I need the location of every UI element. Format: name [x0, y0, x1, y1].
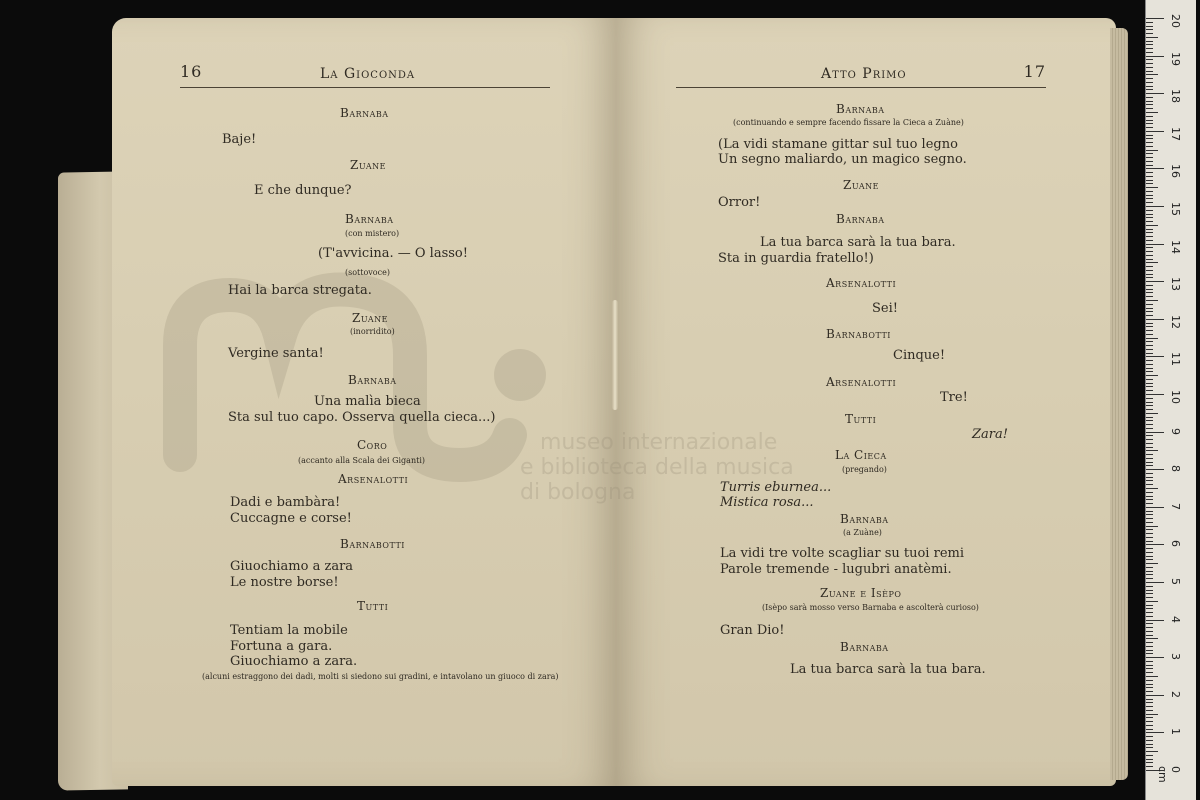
- stage-direction: (con mistero): [345, 229, 400, 238]
- ruler-tick: [1146, 59, 1153, 60]
- ruler-tick: [1146, 89, 1153, 90]
- text-line: Orror!: [718, 195, 761, 210]
- ruler-tick: [1146, 473, 1153, 474]
- ruler-tick: [1146, 544, 1164, 545]
- ruler-tick: [1146, 172, 1153, 173]
- ruler-tick: [1146, 405, 1153, 406]
- ruler-tick: [1146, 541, 1153, 542]
- stage-direction: (inorridito): [350, 327, 395, 336]
- text-line-italic: Zara!: [972, 427, 1008, 442]
- ruler-tick: [1146, 751, 1158, 752]
- ruler-tick: [1146, 71, 1153, 72]
- ruler-tick: [1146, 503, 1153, 504]
- ruler-tick: [1146, 578, 1153, 579]
- speaker-name: Coro: [357, 438, 388, 452]
- ruler-tick: [1146, 259, 1153, 260]
- ruler-tick: [1146, 492, 1153, 493]
- stage-direction: (continuando e sempre facendo fissare la Cieca a Zuàne): [733, 118, 964, 127]
- ruler-tick: [1146, 514, 1153, 515]
- text-line: (La vidi stamane gittar sul tuo legno: [718, 137, 958, 152]
- stage-direction: (alcuni estraggono dei dadi, molti si siedono sui gradini, e intavolano un giuoco di zara): [202, 672, 559, 681]
- speaker-name: La Cieca: [835, 448, 887, 462]
- ruler-tick: [1146, 153, 1153, 154]
- text-line: Giuochiamo a zara.: [230, 654, 358, 669]
- ruler-tick: [1146, 183, 1153, 184]
- ruler-tick: [1146, 533, 1153, 534]
- ruler-tick: [1146, 672, 1153, 673]
- text-line: Cinque!: [893, 348, 946, 363]
- ruler-tick: [1146, 191, 1153, 192]
- ruler-tick: [1146, 398, 1153, 399]
- ruler-tick: [1146, 496, 1153, 497]
- ruler-label: 4: [1169, 615, 1182, 623]
- ruler-tick: [1146, 646, 1153, 647]
- ruler-tick: [1146, 300, 1158, 301]
- speaker-name: Tutti: [357, 599, 389, 613]
- measurement-ruler: [1145, 0, 1196, 800]
- ruler-tick: [1146, 44, 1153, 45]
- ruler-tick: [1146, 631, 1153, 632]
- ruler-tick: [1146, 684, 1153, 685]
- ruler-tick: [1146, 582, 1164, 583]
- ruler-tick: [1146, 567, 1153, 568]
- ruler-label: 2: [1169, 690, 1182, 698]
- ruler-label: 1: [1169, 728, 1182, 736]
- ruler-tick: [1146, 447, 1153, 448]
- ruler-tick: [1146, 616, 1153, 617]
- ruler-tick: [1146, 364, 1153, 365]
- ruler-tick: [1146, 86, 1153, 87]
- ruler-tick: [1146, 424, 1153, 425]
- text-line: (T'avvicina. — O lasso!: [318, 246, 468, 261]
- ruler-tick: [1146, 63, 1153, 64]
- speaker-name: Barnaba: [345, 212, 394, 226]
- ruler-label: 8: [1169, 465, 1182, 473]
- ruler-tick: [1146, 443, 1153, 444]
- ruler-tick: [1146, 526, 1158, 527]
- ruler-tick: [1146, 725, 1153, 726]
- text-line: Sta sul tuo capo. Osserva quella cieca...): [228, 410, 496, 425]
- text-line-italic: Turris eburnea...: [720, 480, 832, 495]
- ruler-tick: [1146, 593, 1153, 594]
- ruler-tick: [1146, 680, 1153, 681]
- text-line: Fortuna a gara.: [230, 639, 333, 654]
- ruler-tick: [1146, 150, 1158, 151]
- ruler-tick: [1146, 247, 1153, 248]
- ruler-tick: [1146, 345, 1153, 346]
- speaker-name: Zuane: [843, 178, 879, 192]
- ruler-tick: [1146, 52, 1153, 53]
- page-number: 16: [180, 62, 203, 81]
- ruler-tick: [1146, 127, 1153, 128]
- speaker-name: Barnaba: [836, 102, 885, 116]
- running-title: La Gioconda: [320, 66, 416, 82]
- ruler-tick: [1146, 221, 1153, 222]
- ruler-tick: [1146, 74, 1158, 75]
- ruler-tick: [1146, 714, 1158, 715]
- ruler-tick: [1146, 225, 1158, 226]
- speaker-name: Arsenalotti: [826, 276, 897, 290]
- ruler-tick: [1146, 642, 1153, 643]
- ruler-label: 18: [1169, 89, 1182, 104]
- ruler-tick: [1146, 484, 1153, 485]
- text-line: Dadi e bambàra!: [230, 495, 341, 510]
- ruler-tick: [1146, 266, 1153, 267]
- text-line: Sta in guardia fratello!): [718, 251, 874, 266]
- ruler-tick: [1146, 518, 1153, 519]
- ruler-tick: [1146, 390, 1153, 391]
- ruler-tick: [1146, 26, 1153, 27]
- ruler-tick: [1146, 687, 1153, 688]
- ruler-tick: [1146, 353, 1153, 354]
- ruler-tick: [1146, 281, 1164, 282]
- ruler-tick: [1146, 112, 1158, 113]
- ruler-tick: [1146, 601, 1158, 602]
- ruler-tick: [1146, 759, 1153, 760]
- ruler-tick: [1146, 379, 1153, 380]
- ruler-tick: [1146, 721, 1153, 722]
- ruler-tick: [1146, 428, 1153, 429]
- speaker-name: Zuane: [352, 311, 388, 325]
- ruler-tick: [1146, 469, 1164, 470]
- ruler-tick: [1146, 537, 1153, 538]
- ruler-tick: [1146, 326, 1153, 327]
- ruler-label: 3: [1169, 653, 1182, 661]
- ruler-tick: [1146, 29, 1153, 30]
- ruler-tick: [1146, 635, 1153, 636]
- speaker-name: Arsenalotti: [826, 375, 897, 389]
- ruler-tick: [1146, 78, 1153, 79]
- stage-direction: (accanto alla Scala dei Giganti): [298, 456, 425, 465]
- running-title: Atto Primo: [821, 66, 907, 82]
- speaker-name: Zuane: [350, 158, 386, 172]
- ruler-tick: [1146, 176, 1153, 177]
- ruler-tick: [1146, 409, 1153, 410]
- stage-direction: (sottovoce): [345, 268, 390, 277]
- ruler-tick: [1146, 244, 1164, 245]
- ruler-tick: [1146, 657, 1164, 658]
- text-line: Gran Dio!: [720, 623, 785, 638]
- ruler-tick: [1146, 161, 1153, 162]
- ruler-tick: [1146, 623, 1153, 624]
- ruler-tick: [1146, 180, 1153, 181]
- ruler-tick: [1146, 274, 1153, 275]
- speaker-name: Barnaba: [840, 512, 889, 526]
- ruler-tick: [1146, 292, 1153, 293]
- ruler-tick: [1146, 131, 1164, 132]
- speaker-name: Zuane e Isèpo: [820, 586, 902, 600]
- ruler-tick: [1146, 552, 1153, 553]
- ruler-tick: [1146, 608, 1153, 609]
- ruler-tick: [1146, 135, 1153, 136]
- ruler-tick: [1146, 198, 1153, 199]
- ruler-tick: [1146, 375, 1158, 376]
- ruler-tick: [1146, 488, 1158, 489]
- ruler-tick: [1146, 217, 1153, 218]
- ruler-tick: [1146, 240, 1153, 241]
- stage-direction: (pregando): [842, 465, 887, 474]
- watermark-line-3: di bologna: [520, 480, 636, 505]
- ruler-tick: [1146, 330, 1153, 331]
- ruler-label: 9: [1169, 427, 1182, 435]
- ruler-tick: [1146, 699, 1153, 700]
- ruler-tick: [1146, 48, 1153, 49]
- ruler-tick: [1146, 323, 1153, 324]
- text-line: Cuccagne e corse!: [230, 511, 352, 526]
- ruler-label: 20: [1169, 14, 1182, 28]
- ruler-tick: [1146, 420, 1153, 421]
- ruler-tick: [1146, 210, 1153, 211]
- text-line: Parole tremende - lugubri anatèmi.: [720, 562, 952, 577]
- ruler-tick: [1146, 93, 1164, 94]
- ruler-tick: [1146, 356, 1164, 357]
- ruler-tick: [1146, 465, 1153, 466]
- ruler-tick: [1146, 349, 1153, 350]
- ruler-tick: [1146, 499, 1153, 500]
- stage-direction: (Isèpo sarà mosso verso Barnaba e ascolterà curioso): [762, 603, 979, 612]
- ruler-tick: [1146, 334, 1153, 335]
- text-line: Tre!: [940, 390, 968, 405]
- ruler-tick: [1146, 338, 1158, 339]
- speaker-name: Barnaba: [348, 373, 397, 387]
- ruler-tick: [1146, 214, 1153, 215]
- ruler-label: 17: [1169, 126, 1182, 141]
- ruler-tick: [1146, 289, 1153, 290]
- ruler-tick: [1146, 285, 1153, 286]
- ruler-tick: [1146, 766, 1153, 767]
- ruler-tick: [1146, 270, 1153, 271]
- ruler-tick: [1146, 559, 1153, 560]
- ruler-tick: [1146, 661, 1153, 662]
- ruler-tick: [1146, 206, 1164, 207]
- ruler-tick: [1146, 67, 1153, 68]
- text-line: Vergine santa!: [228, 346, 324, 361]
- ruler-tick: [1146, 341, 1153, 342]
- ruler-tick: [1146, 706, 1153, 707]
- speaker-name: Barnaba: [840, 640, 889, 654]
- speaker-name: Barnabotti: [826, 327, 891, 341]
- ruler-tick: [1146, 413, 1158, 414]
- ruler-label: 12: [1169, 314, 1182, 329]
- ruler-tick: [1146, 480, 1153, 481]
- speaker-name: Barnaba: [836, 212, 885, 226]
- ruler-tick: [1146, 104, 1153, 105]
- ruler-tick: [1146, 762, 1153, 763]
- speaker-name: Arsenalotti: [338, 472, 409, 486]
- right-running-head: [676, 60, 1046, 88]
- text-line: La tua barca sarà la tua bara.: [760, 235, 956, 250]
- ruler-tick: [1146, 590, 1153, 591]
- ruler-tick: [1146, 732, 1164, 733]
- ruler-tick: [1146, 187, 1158, 188]
- text-line: Baje!: [222, 132, 257, 147]
- ruler-tick: [1146, 116, 1153, 117]
- ruler-tick: [1146, 736, 1153, 737]
- ruler-tick: [1146, 394, 1164, 395]
- ruler-tick: [1146, 597, 1153, 598]
- ruler-tick: [1146, 120, 1153, 121]
- left-running-head: [180, 60, 550, 88]
- ruler-tick: [1146, 612, 1153, 613]
- ruler-label: 14: [1169, 239, 1182, 254]
- ruler-tick: [1146, 108, 1153, 109]
- ruler-tick: [1146, 146, 1153, 147]
- ruler-tick: [1146, 251, 1153, 252]
- ruler-label: 16: [1169, 164, 1182, 179]
- ruler-tick: [1146, 638, 1158, 639]
- ruler-tick: [1146, 262, 1158, 263]
- speaker-name: Barnabotti: [340, 537, 405, 551]
- ruler-tick: [1146, 33, 1153, 34]
- ruler-tick: [1146, 586, 1153, 587]
- ruler-tick: [1146, 740, 1153, 741]
- ruler-label: 13: [1169, 277, 1182, 292]
- watermark-line-1: museo internazionale: [540, 430, 778, 455]
- ruler-tick: [1146, 665, 1153, 666]
- text-line: Sei!: [872, 301, 898, 316]
- ruler-tick: [1146, 232, 1153, 233]
- ruler-tick: [1146, 458, 1153, 459]
- ruler-tick: [1146, 507, 1164, 508]
- ruler-tick: [1146, 462, 1153, 463]
- ruler-label: 7: [1169, 502, 1182, 510]
- ruler-label: 0 cm: [1156, 766, 1182, 783]
- ruler-tick: [1146, 37, 1158, 38]
- ruler-tick: [1146, 676, 1158, 677]
- ruler-tick: [1146, 450, 1158, 451]
- ruler-tick: [1146, 41, 1153, 42]
- ruler-tick: [1146, 296, 1153, 297]
- ruler-tick: [1146, 417, 1153, 418]
- ruler-tick: [1146, 522, 1153, 523]
- ruler-tick: [1146, 620, 1164, 621]
- ruler-tick: [1146, 123, 1153, 124]
- text-line-italic: Mistica rosa...: [720, 495, 814, 510]
- ruler-tick: [1146, 439, 1153, 440]
- text-line: La vidi tre volte scagliar su tuoi remi: [720, 546, 964, 561]
- text-line: Tentiam la mobile: [230, 623, 348, 638]
- ruler-tick: [1146, 304, 1153, 305]
- ruler-tick: [1146, 18, 1164, 19]
- ruler-tick: [1146, 360, 1153, 361]
- ruler-tick: [1146, 277, 1153, 278]
- ruler-tick: [1146, 142, 1153, 143]
- ruler-tick: [1146, 255, 1153, 256]
- text-line: Un segno maliardo, un magico segno.: [718, 152, 967, 167]
- ruler-label: 5: [1169, 578, 1182, 585]
- ruler-tick: [1146, 650, 1153, 651]
- ruler-tick: [1146, 668, 1153, 669]
- ruler-tick: [1146, 138, 1153, 139]
- ruler-tick: [1146, 691, 1153, 692]
- ruler-tick: [1146, 529, 1153, 530]
- ruler-tick: [1146, 563, 1158, 564]
- ruler-tick: [1146, 717, 1153, 718]
- ruler-tick: [1146, 101, 1153, 102]
- speaker-name: Tutti: [845, 412, 877, 426]
- ruler-tick: [1146, 556, 1153, 557]
- ruler-tick: [1146, 56, 1164, 57]
- watermark-line-2: e biblioteca della musica: [520, 455, 794, 480]
- page-stack-edge: [1110, 28, 1128, 780]
- ruler-tick: [1146, 157, 1153, 158]
- ruler-tick: [1146, 432, 1164, 433]
- ruler-label: 10: [1169, 390, 1182, 404]
- ruler-tick: [1146, 319, 1164, 320]
- ruler-tick: [1146, 574, 1153, 575]
- ruler-tick: [1146, 571, 1153, 572]
- ruler-label: 15: [1169, 202, 1182, 216]
- ruler-tick: [1146, 97, 1153, 98]
- ruler-label: 11: [1169, 352, 1182, 367]
- ruler-tick: [1146, 747, 1153, 748]
- ruler-tick: [1146, 315, 1153, 316]
- ruler-tick: [1146, 383, 1153, 384]
- ruler-tick: [1146, 386, 1153, 387]
- text-line: La tua barca sarà la tua bara.: [790, 662, 986, 677]
- ruler-tick: [1146, 165, 1153, 166]
- ruler-tick: [1146, 202, 1153, 203]
- ruler-tick: [1146, 729, 1153, 730]
- text-line: Hai la barca stregata.: [228, 283, 372, 298]
- ruler-tick: [1146, 702, 1153, 703]
- ruler-tick: [1146, 605, 1153, 606]
- text-line: Una malìa bieca: [314, 394, 421, 409]
- ruler-tick: [1146, 548, 1153, 549]
- ruler-tick: [1146, 402, 1153, 403]
- speaker-name: Barnaba: [340, 106, 389, 120]
- ruler-label: 19: [1169, 51, 1182, 66]
- ruler-label: 6: [1169, 540, 1182, 548]
- ruler-tick: [1146, 627, 1153, 628]
- ruler-tick: [1146, 511, 1153, 512]
- stage-direction: (a Zuàne): [843, 528, 882, 537]
- ruler-tick: [1146, 435, 1153, 436]
- text-line: Giuochiamo a zara: [230, 559, 354, 574]
- ruler-tick: [1146, 195, 1153, 196]
- ruler-tick: [1146, 236, 1153, 237]
- ruler-tick: [1146, 229, 1153, 230]
- page-number: 17: [1023, 62, 1046, 81]
- ruler-tick: [1146, 371, 1153, 372]
- ruler-tick: [1146, 710, 1153, 711]
- ruler-tick: [1146, 368, 1153, 369]
- ruler-tick: [1146, 653, 1153, 654]
- ruler-tick: [1146, 477, 1153, 478]
- ruler-tick: [1146, 755, 1153, 756]
- ruler-tick: [1146, 82, 1153, 83]
- ruler-tick: [1146, 454, 1153, 455]
- ruler-tick: [1146, 311, 1153, 312]
- ruler-tick: [1146, 22, 1153, 23]
- ruler-tick: [1146, 744, 1153, 745]
- ruler-tick: [1146, 168, 1164, 169]
- ruler-tick: [1146, 308, 1153, 309]
- text-line: Le nostre borse!: [230, 575, 339, 590]
- ruler-tick: [1146, 695, 1164, 696]
- text-line: E che dunque?: [254, 183, 352, 198]
